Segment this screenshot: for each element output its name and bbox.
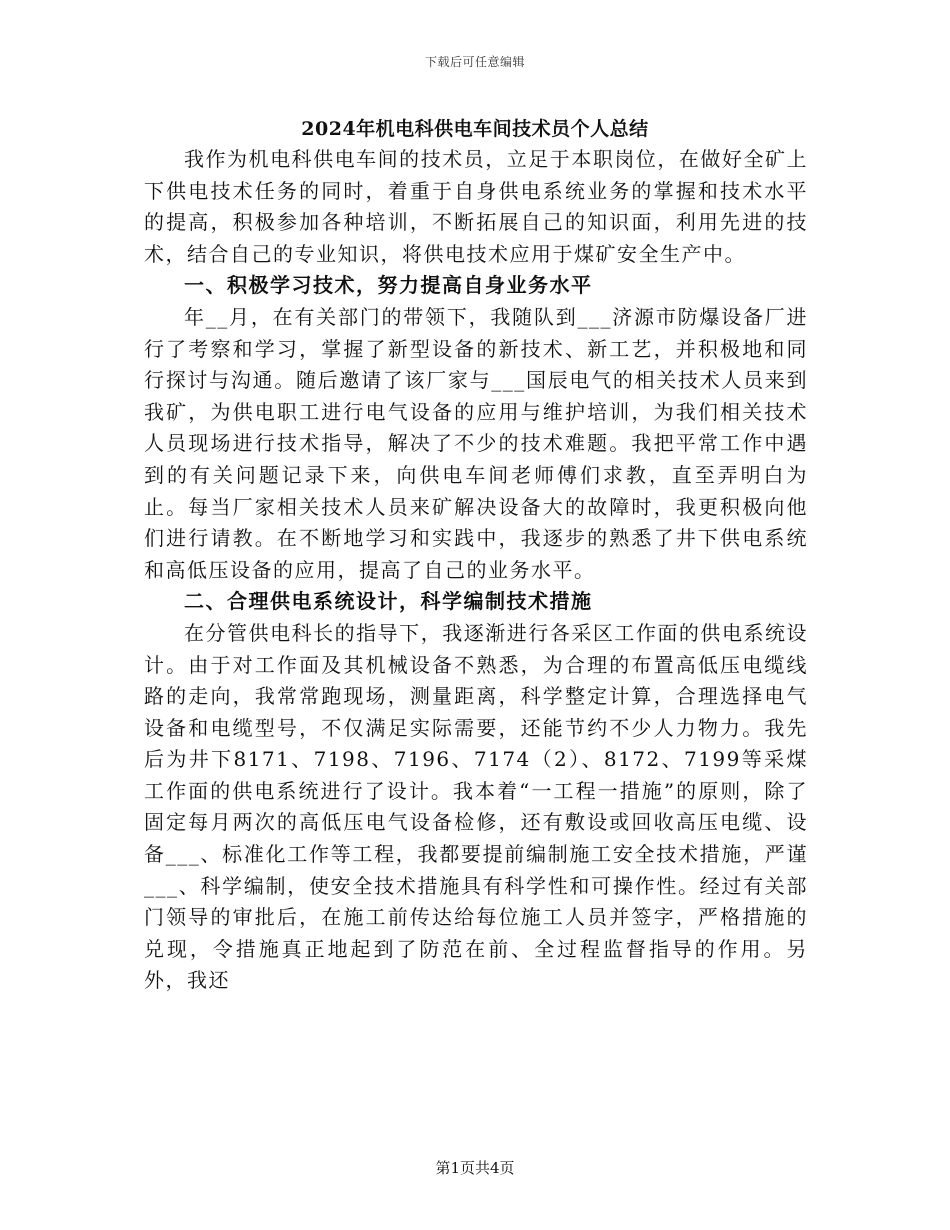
intro-paragraph: 我作为机电科供电车间的技术员，立足于本职岗位，在做好全矿上下供电技术任务的同时，着重于自身供电系统业务的掌握和技术水平的提高，积极参加各种培训，不断拓展自己的知识面，利用先进的技术，结合自己的专业知识，将供电技术应用于煤矿安全生产中。 <box>144 147 808 266</box>
section-2-paragraph: 在分管供电科长的指导下，我逐渐进行各采区工作面的供电系统设计。由于对工作面及其机械设备不熟悉，为合理的布置高低压电缆线路的走向，我常常跑现场，测量距离，科学整定计算，合理选择电气设备和电缆型号，不仅满足实际需要，还能节约不少人力物力。我先后为井下8171、7198、7196、7174（2）、8172、7199等采煤工作面的供电系统进行了设计。我本着“一工程一措施”的原则，除了固定每月两次的高低压电气设备检修，还有敷设或回收高压电缆、设备___、标准化工作等工程，我都要提前编制施工安全技术措施，严谨___、科学编制，使安全技术措施具有科学性和可操作性。经过有关部门领导的审批后，在施工前传达给每位施工人员并签字，严格措施的兑现，令措施真正地起到了防范在前、全过程监督指导的作用。另外，我还 <box>144 620 808 993</box>
section-1-paragraph: 年__月，在有关部门的带领下，我随队到___济源市防爆设备厂进行了考察和学习，掌握了新型设备的新技术、新工艺，并积极地和同行探讨与沟通。随后邀请了该厂家与___国辰电气的相关技术人员来到我矿，为供电职工进行电气设备的应用与维护培训，为我们相关技术人员现场进行技术指导，解决了不少的技术难题。我把平常工作中遇到的有关问题记录下来，向供电车间老师傅们求教，直至弄明白为止。每当厂家相关技术人员来矿解决设备大的故障时，我更积极向他们进行请教。在不断地学习和实践中，我逐步的熟悉了井下供电系统和高低压设备的应用，提高了自己的业务水平。 <box>144 304 808 582</box>
header-note: 下载后可任意编辑 <box>424 55 525 69</box>
document-body <box>144 144 808 997</box>
document-title: 2024年机电科供电车间技术员个人总结 <box>301 118 649 140</box>
page-number: 第1页共4页 <box>435 1159 515 1177</box>
section-2-heading: 二、合理供电系统设计，科学编制技术措施 <box>184 589 593 614</box>
section-1-heading: 一、积极学习技术，努力提高自身业务水平 <box>184 273 593 298</box>
